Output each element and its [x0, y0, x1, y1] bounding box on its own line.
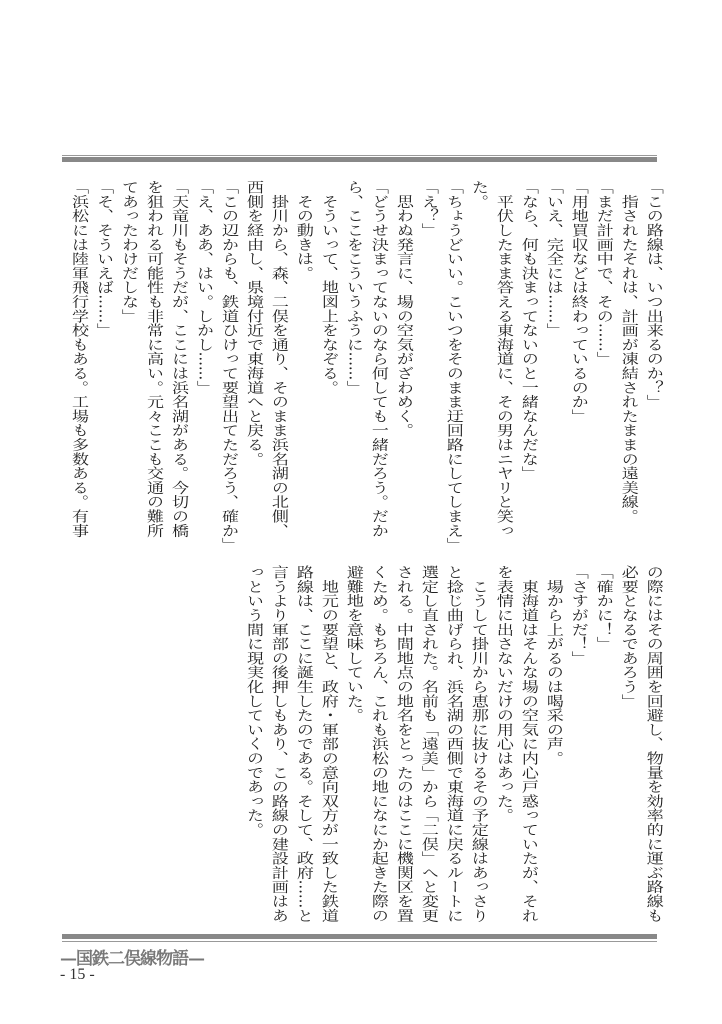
text-line: 「確かに！」 — [594, 565, 614, 651]
text-line: こうして掛川から恵那に抜けるその予定線はあっさり — [469, 565, 489, 923]
text-line: 路線は、ここに誕生したのである。そして、政府……と — [294, 565, 314, 923]
text-line: てあったわけだしな」 — [119, 180, 139, 323]
footer-rule-thin — [62, 941, 657, 942]
page-number: - 15 - — [60, 966, 95, 983]
text-line: 「いえ、完全には……」 — [544, 180, 564, 338]
text-line: 指されたそれは、計画が凍結されたままの遠美線。 — [619, 180, 639, 524]
text-line: 「そ、そういえば……」 — [94, 180, 114, 338]
text-line: 「まだ計画中で、その……」 — [594, 180, 614, 366]
text-line: 言うより軍部の後押しもあり、この路線の建設計画はあ — [269, 565, 289, 923]
book-title: —国鉄二俣線物語— — [60, 949, 204, 969]
text-line: 「この辺からも、鉄道ひけって要望出てただろう、確か」 — [219, 180, 239, 552]
header-rule-thin — [62, 155, 657, 156]
text-line: 選定し直された。名前も「遠美」から「二俣」へと変更 — [419, 565, 439, 923]
text-line: 掛川から、森、二俣を通り、そのまま浜名湖の北側、 — [269, 180, 289, 538]
text-line: の際にはその周囲を回避し、物量を効率的に運ぶ路線も — [644, 565, 664, 923]
text-line: を表情に出さないだけの用心はあった。 — [494, 565, 514, 823]
text-line: そういって、地図上をなぞる。 — [319, 180, 339, 395]
text-line: 平伏したまま答える東海道に、その男はニヤリと笑っ — [494, 180, 514, 538]
text-line: っという間に現実化していくのであった。 — [244, 565, 264, 837]
text-line: 「用地買収などは終わっているのか」 — [569, 180, 589, 424]
text-line: される。中間地点の地名をとったのはここに機関区を置 — [394, 565, 414, 923]
text-line: 思わぬ発言に、場の空気がざわめく。 — [394, 180, 414, 438]
text-line: 「天竜川もそうだが、ここには浜名湖がある。今切の橋 — [169, 180, 189, 538]
text-line: 必要となるであろう」 — [619, 565, 639, 708]
text-line: 避難地を意味していた。 — [344, 565, 364, 723]
text-line: 場から上がるのは喝采の声。 — [544, 565, 564, 766]
text-line: 西側を経由し、県境付近で東海道へと戻る。 — [244, 180, 264, 466]
text-line: 「この路線は、いつ出来るのか？」 — [644, 180, 664, 409]
text-line: 「どうせ決まってないのなら何しても一緒だろう。だか — [369, 180, 389, 538]
text-line: 「ちょうどいい。こいつをそのまま迂回路にしてしまえ」 — [444, 180, 464, 552]
lower-text-block — [241, 565, 666, 923]
text-line: と捻じ曲げられ、浜名湖の西側で東海道に戻るルートに — [444, 565, 464, 923]
text-line: た。 — [469, 180, 489, 209]
upper-text-block — [66, 180, 666, 552]
text-line: その動きは。 — [294, 180, 314, 281]
footer-rule-thick — [62, 934, 657, 939]
text-line: 地元の要望と、政府・軍部の意向双方が一致した鉄道 — [319, 565, 339, 923]
text-line: くため。もちろん、これも浜松の地になにか起きた際の — [369, 565, 389, 923]
text-line: 「浜松には陸軍飛行学校もある。工場も多数ある。有事 — [69, 180, 89, 538]
text-line: 「え？」 — [419, 180, 439, 238]
text-line: 「さすがだ！」 — [569, 565, 589, 666]
text-line: 「なら、何も決まってないのと一緒なんだな」 — [519, 180, 539, 481]
header-rule-thick — [62, 157, 657, 162]
text-line: ら、ここをこういうふうに……」 — [344, 180, 364, 395]
text-line: を狙われる可能性も非常に高い。元々ここも交通の難所 — [144, 180, 164, 538]
text-line: 東海道はそんな場の空気に内心戸惑っていたが、それ — [519, 565, 539, 923]
text-line: 「え、ああ、はい。しかし……」 — [194, 180, 214, 395]
